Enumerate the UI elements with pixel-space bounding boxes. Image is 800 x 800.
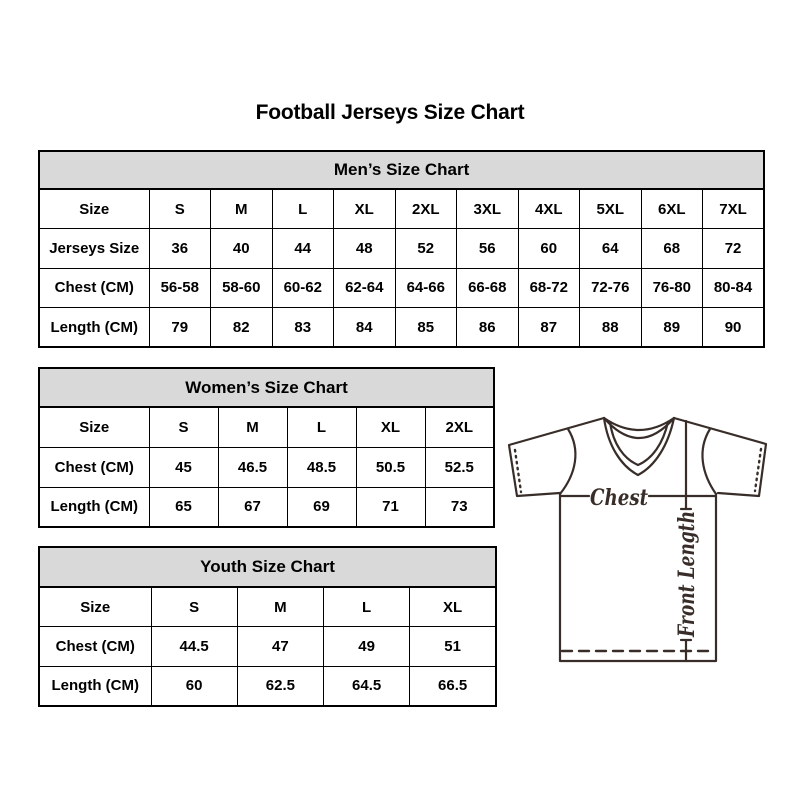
- size-value-cell: 67: [218, 487, 287, 527]
- chest-label: Chest: [590, 485, 648, 511]
- men-table-row: [39, 308, 764, 348]
- size-value-cell: 64.5: [324, 666, 410, 706]
- size-value-cell: 68-72: [518, 268, 580, 308]
- youth-table-header: Youth Size Chart: [39, 547, 496, 587]
- size-value-cell: 50.5: [356, 447, 425, 487]
- size-value-cell: S: [149, 189, 211, 229]
- size-value-cell: 65: [149, 487, 218, 527]
- row-label: Chest (CM): [39, 268, 149, 308]
- size-value-cell: 2XL: [425, 407, 494, 447]
- size-value-cell: L: [324, 587, 410, 627]
- size-value-cell: M: [211, 189, 273, 229]
- youth-table-row: [39, 666, 496, 706]
- youth-size-table: [38, 546, 497, 707]
- size-value-cell: XL: [356, 407, 425, 447]
- row-label: Length (CM): [39, 666, 151, 706]
- size-value-cell: 51: [410, 627, 496, 667]
- size-value-cell: 56: [457, 229, 519, 269]
- size-value-cell: 60: [518, 229, 580, 269]
- size-value-cell: 88: [580, 308, 642, 348]
- youth-table-row: [39, 587, 496, 627]
- womens-size-table: [38, 367, 495, 528]
- size-value-cell: 66.5: [410, 666, 496, 706]
- row-label: Size: [39, 587, 151, 627]
- size-value-cell: 47: [237, 627, 323, 667]
- size-value-cell: 71: [356, 487, 425, 527]
- size-value-cell: 60-62: [272, 268, 334, 308]
- size-value-cell: 58-60: [211, 268, 273, 308]
- size-value-cell: L: [287, 407, 356, 447]
- size-value-cell: 5XL: [580, 189, 642, 229]
- size-value-cell: 90: [703, 308, 765, 348]
- men-table-header: Men’s Size Chart: [39, 151, 764, 189]
- size-value-cell: 85: [395, 308, 457, 348]
- women-table-header: Women’s Size Chart: [39, 368, 494, 407]
- women-table-row: [39, 407, 494, 447]
- men-table-row: [39, 229, 764, 269]
- size-value-cell: 73: [425, 487, 494, 527]
- jersey-right-armhole-seam: [702, 429, 716, 494]
- youth-table-row: [39, 627, 496, 667]
- size-value-cell: 79: [149, 308, 211, 348]
- size-value-cell: 89: [641, 308, 703, 348]
- size-value-cell: 72: [703, 229, 765, 269]
- row-label: Jerseys Size: [39, 229, 149, 269]
- women-table-row: [39, 447, 494, 487]
- size-value-cell: 48: [334, 229, 396, 269]
- row-label: Size: [39, 407, 149, 447]
- size-value-cell: 49: [324, 627, 410, 667]
- size-value-cell: 60: [151, 666, 237, 706]
- row-label: Length (CM): [39, 308, 149, 348]
- row-label: Size: [39, 189, 149, 229]
- size-value-cell: XL: [410, 587, 496, 627]
- jersey-vneck-outer: [604, 418, 674, 475]
- size-value-cell: 68: [641, 229, 703, 269]
- size-value-cell: S: [151, 587, 237, 627]
- size-value-cell: 48.5: [287, 447, 356, 487]
- size-value-cell: 87: [518, 308, 580, 348]
- size-value-cell: 62-64: [334, 268, 396, 308]
- size-value-cell: 7XL: [703, 189, 765, 229]
- size-value-cell: 84: [334, 308, 396, 348]
- page-title: Football Jerseys Size Chart: [255, 101, 525, 124]
- men-table-row: [39, 189, 764, 229]
- size-value-cell: 36: [149, 229, 211, 269]
- jersey-right-sleeve: [674, 418, 766, 496]
- men-table-row: [39, 268, 764, 308]
- size-value-cell: 44.5: [151, 627, 237, 667]
- size-value-cell: 64: [580, 229, 642, 269]
- jersey-measurement-diagram: [504, 408, 774, 670]
- size-value-cell: XL: [334, 189, 396, 229]
- size-value-cell: 52.5: [425, 447, 494, 487]
- size-value-cell: 72-76: [580, 268, 642, 308]
- size-value-cell: 45: [149, 447, 218, 487]
- size-value-cell: 2XL: [395, 189, 457, 229]
- front-length-label: Front Length: [674, 474, 700, 637]
- size-value-cell: M: [237, 587, 323, 627]
- size-value-cell: M: [218, 407, 287, 447]
- size-value-cell: S: [149, 407, 218, 447]
- size-value-cell: 44: [272, 229, 334, 269]
- size-value-cell: 69: [287, 487, 356, 527]
- size-value-cell: 52: [395, 229, 457, 269]
- row-label: Length (CM): [39, 487, 149, 527]
- size-value-cell: 40: [211, 229, 273, 269]
- size-value-cell: 82: [211, 308, 273, 348]
- size-value-cell: 6XL: [641, 189, 703, 229]
- size-value-cell: 80-84: [703, 268, 765, 308]
- size-value-cell: 46.5: [218, 447, 287, 487]
- row-label: Chest (CM): [39, 447, 149, 487]
- size-value-cell: 56-58: [149, 268, 211, 308]
- size-value-cell: 76-80: [641, 268, 703, 308]
- size-value-cell: L: [272, 189, 334, 229]
- size-value-cell: 4XL: [518, 189, 580, 229]
- size-value-cell: 83: [272, 308, 334, 348]
- size-value-cell: 3XL: [457, 189, 519, 229]
- size-value-cell: 64-66: [395, 268, 457, 308]
- size-value-cell: 66-68: [457, 268, 519, 308]
- mens-size-table: [38, 150, 765, 348]
- women-table-row: [39, 487, 494, 527]
- jersey-left-armhole-seam: [560, 429, 575, 494]
- size-value-cell: 62.5: [237, 666, 323, 706]
- size-value-cell: 86: [457, 308, 519, 348]
- row-label: Chest (CM): [39, 627, 151, 667]
